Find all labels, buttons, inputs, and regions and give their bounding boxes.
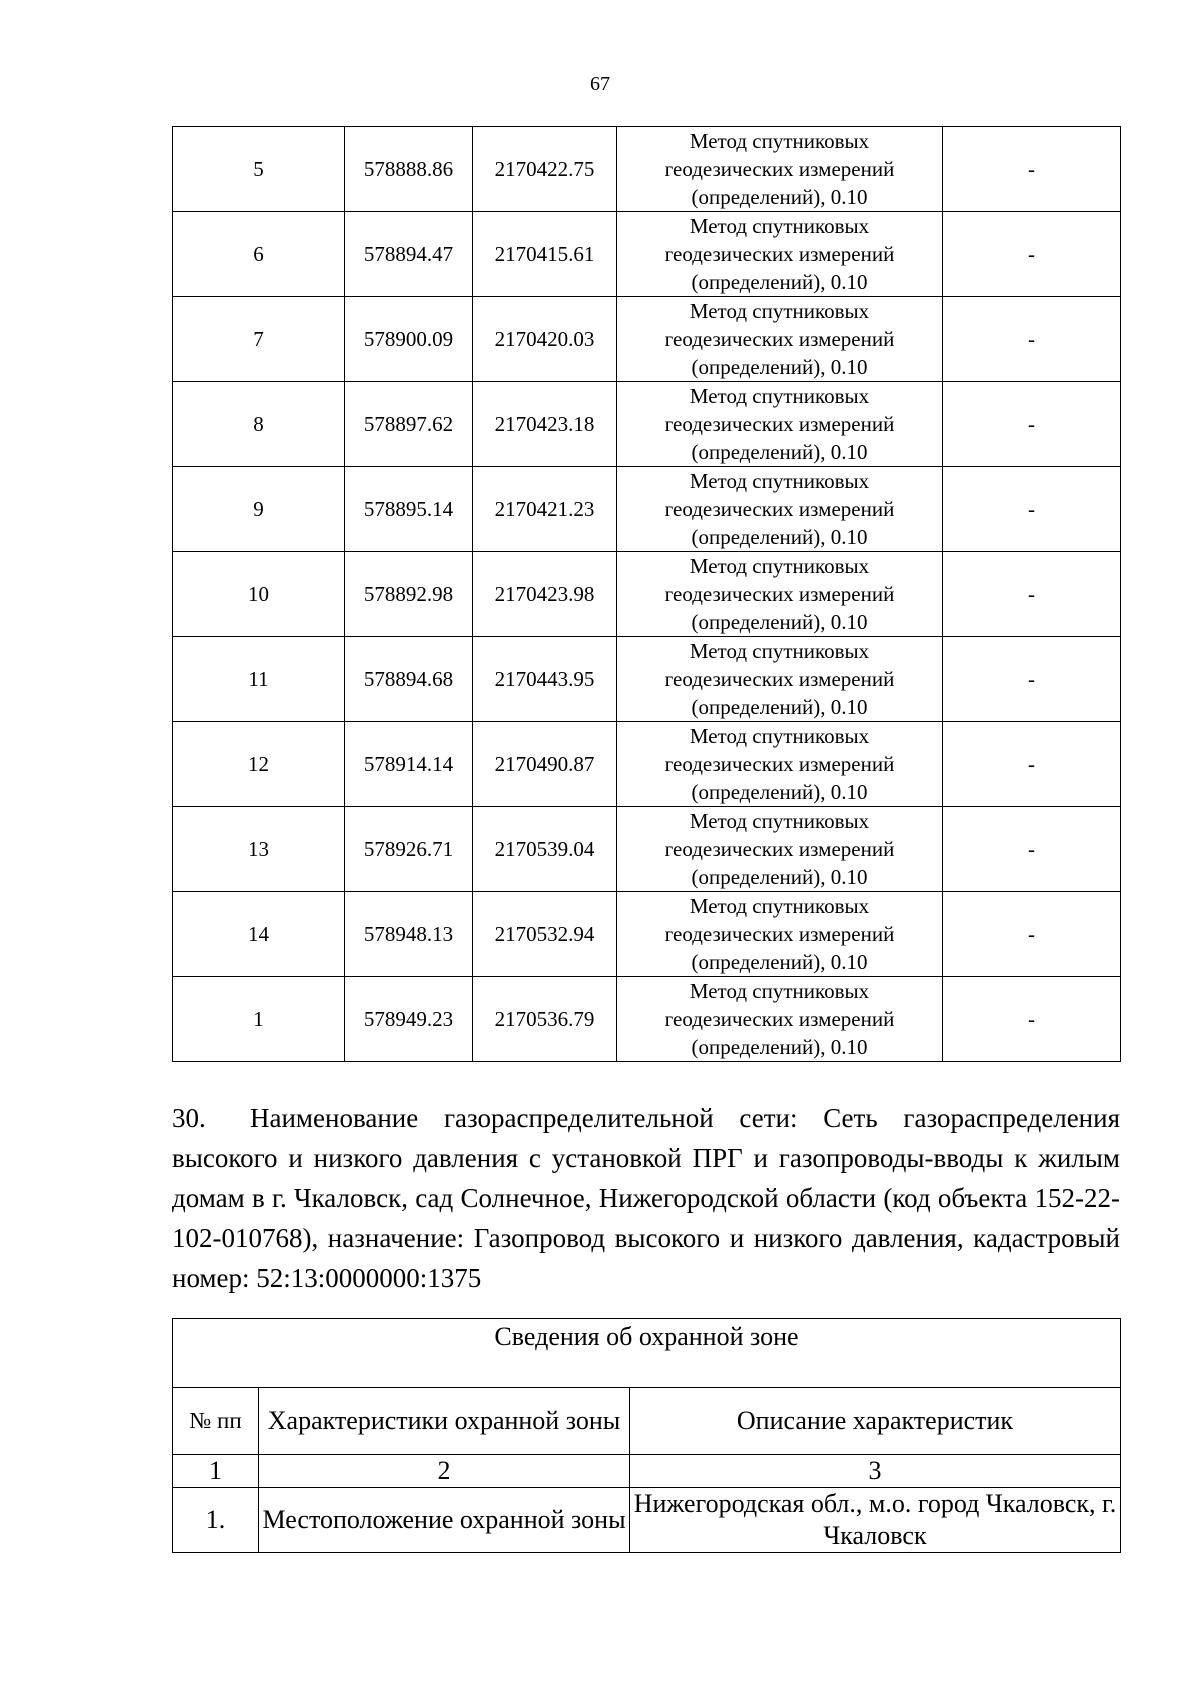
zone-row-description: Нижегородская обл., м.о. город Чкаловск, г. Чкаловск — [630, 1488, 1121, 1553]
section-paragraph — [172, 1098, 1120, 1298]
zone-row-number: 1. — [173, 1488, 259, 1553]
x-coordinate-cell: 578926.71 — [345, 807, 473, 892]
zone-table-column-numbers — [173, 1455, 1121, 1488]
coordinate-row — [173, 467, 1121, 552]
header-number: № пп — [173, 1388, 259, 1455]
note-cell: - — [943, 127, 1121, 212]
coordinate-row — [173, 722, 1121, 807]
point-number-cell: 8 — [173, 382, 345, 467]
x-coordinate-cell: 578894.68 — [345, 637, 473, 722]
zone-table-header-row — [173, 1388, 1121, 1455]
y-coordinate-cell: 2170532.94 — [473, 892, 617, 977]
method-cell: Метод спутниковых геодезических измерений (определений), 0.10 — [617, 637, 943, 722]
note-cell: - — [943, 552, 1121, 637]
coordinate-row — [173, 552, 1121, 637]
x-coordinate-cell: 578892.98 — [345, 552, 473, 637]
method-cell: Метод спутниковых геодезических измерений (определений), 0.10 — [617, 977, 943, 1062]
coordinate-row — [173, 382, 1121, 467]
coordinates-table — [172, 126, 1121, 1062]
y-coordinate-cell: 2170415.61 — [473, 212, 617, 297]
x-coordinate-cell: 578888.86 — [345, 127, 473, 212]
section-number: 30. — [172, 1103, 206, 1133]
note-cell: - — [943, 297, 1121, 382]
header-description: Описание характеристик — [630, 1388, 1121, 1455]
point-number-cell: 1 — [173, 977, 345, 1062]
y-coordinate-cell: 2170420.03 — [473, 297, 617, 382]
method-cell: Метод спутниковых геодезических измерений (определений), 0.10 — [617, 382, 943, 467]
y-coordinate-cell: 2170539.04 — [473, 807, 617, 892]
column-number-3: 3 — [630, 1455, 1121, 1488]
coordinates-table-body — [173, 127, 1121, 1062]
column-number-2: 2 — [259, 1455, 630, 1488]
coordinate-row — [173, 297, 1121, 382]
column-number-1: 1 — [173, 1455, 259, 1488]
section-text: Наименование газораспределительной сети: Сеть газораспределения высокого и низкого давления с установкой ПРГ и газопроводы-вводы к жилым домам в г. Чкаловск, сад Солнечное, Нижегородской области (код объекта 152-22-102-010768), назначение: Газопровод высокого и низкого давления, кадастровый номер: 52:13:0000000:1375 — [172, 1103, 1120, 1293]
x-coordinate-cell: 578948.13 — [345, 892, 473, 977]
method-cell: Метод спутниковых геодезических измерений (определений), 0.10 — [617, 552, 943, 637]
x-coordinate-cell: 578900.09 — [345, 297, 473, 382]
y-coordinate-cell: 2170443.95 — [473, 637, 617, 722]
method-cell: Метод спутниковых геодезических измерений (определений), 0.10 — [617, 722, 943, 807]
method-cell: Метод спутниковых геодезических измерений (определений), 0.10 — [617, 892, 943, 977]
x-coordinate-cell: 578949.23 — [345, 977, 473, 1062]
point-number-cell: 9 — [173, 467, 345, 552]
method-cell: Метод спутниковых геодезических измерений (определений), 0.10 — [617, 807, 943, 892]
point-number-cell: 11 — [173, 637, 345, 722]
coordinate-row — [173, 127, 1121, 212]
y-coordinate-cell: 2170490.87 — [473, 722, 617, 807]
x-coordinate-cell: 578914.14 — [345, 722, 473, 807]
point-number-cell: 7 — [173, 297, 345, 382]
point-number-cell: 6 — [173, 212, 345, 297]
x-coordinate-cell: 578897.62 — [345, 382, 473, 467]
note-cell: - — [943, 722, 1121, 807]
method-cell: Метод спутниковых геодезических измерений (определений), 0.10 — [617, 127, 943, 212]
point-number-cell: 14 — [173, 892, 345, 977]
point-number-cell: 12 — [173, 722, 345, 807]
note-cell: - — [943, 382, 1121, 467]
y-coordinate-cell: 2170421.23 — [473, 467, 617, 552]
coordinate-row — [173, 977, 1121, 1062]
y-coordinate-cell: 2170536.79 — [473, 977, 617, 1062]
note-cell: - — [943, 807, 1121, 892]
method-cell: Метод спутниковых геодезических измерений (определений), 0.10 — [617, 212, 943, 297]
method-cell: Метод спутниковых геодезических измерений (определений), 0.10 — [617, 467, 943, 552]
zone-table-row — [173, 1488, 1121, 1553]
point-number-cell: 5 — [173, 127, 345, 212]
note-cell: - — [943, 637, 1121, 722]
y-coordinate-cell: 2170423.98 — [473, 552, 617, 637]
note-cell: - — [943, 892, 1121, 977]
x-coordinate-cell: 578895.14 — [345, 467, 473, 552]
protection-zone-table — [172, 1318, 1121, 1553]
method-cell: Метод спутниковых геодезических измерений (определений), 0.10 — [617, 297, 943, 382]
point-number-cell: 10 — [173, 552, 345, 637]
coordinate-row — [173, 637, 1121, 722]
zone-row-characteristic: Местоположение охранной зоны — [259, 1488, 630, 1553]
header-characteristic: Характеристики охранной зоны — [259, 1388, 630, 1455]
note-cell: - — [943, 212, 1121, 297]
x-coordinate-cell: 578894.47 — [345, 212, 473, 297]
coordinate-row — [173, 807, 1121, 892]
zone-table-title-row — [173, 1319, 1121, 1388]
point-number-cell: 13 — [173, 807, 345, 892]
page-number: 67 — [590, 73, 610, 95]
zone-table-title: Сведения об охранной зоне — [173, 1319, 1121, 1388]
coordinate-row — [173, 212, 1121, 297]
y-coordinate-cell: 2170423.18 — [473, 382, 617, 467]
y-coordinate-cell: 2170422.75 — [473, 127, 617, 212]
note-cell: - — [943, 977, 1121, 1062]
note-cell: - — [943, 467, 1121, 552]
coordinate-row — [173, 892, 1121, 977]
